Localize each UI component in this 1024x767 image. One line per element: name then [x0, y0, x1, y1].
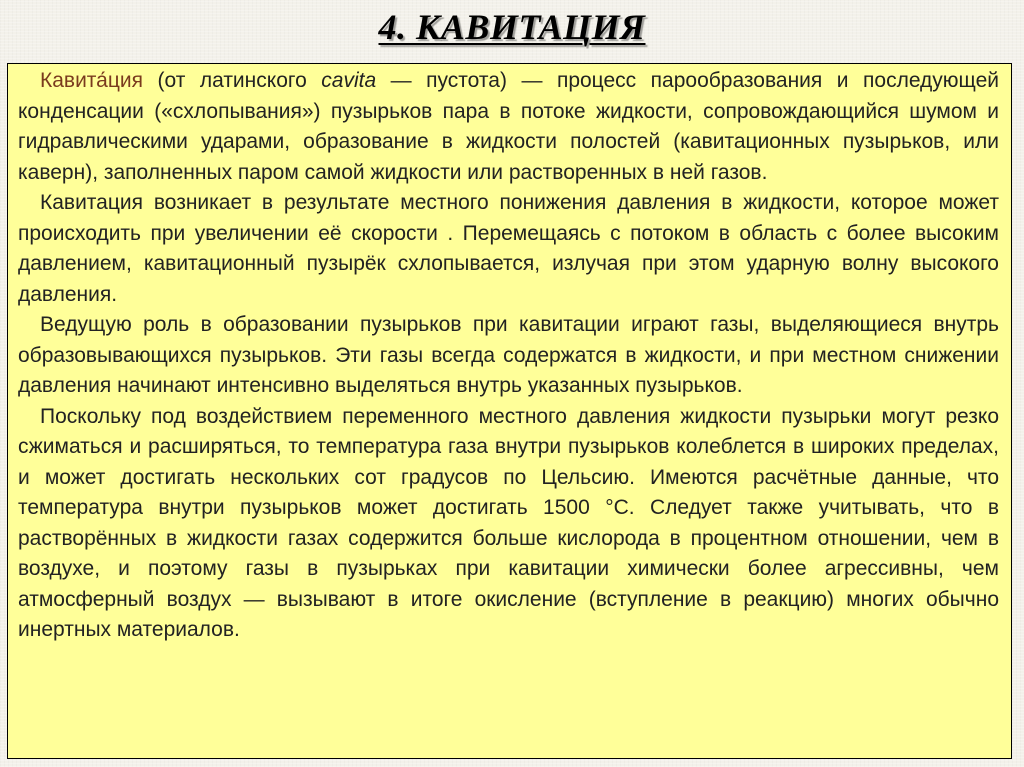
paragraph-temperature: Поскольку под воздействием переменного местного давления жидкости пузырьки могут резко сжиматься и расширяться, то температура газа внутри пузырьков колеблется в широких пределах, и может достигать нескольких сот градусов по Цельсию. Имеются расчётные данные, что температура внутри пузырьков может достигать 1500 °C. Следует также учитывать, что в растворённых в жидкости газах содержится больше кислорода в процентном отношении, чем в воздухе, и поэтому газы в пузырьках при кавитации химически более агрессивны, чем атмосферный воздух — вызывают в итоге окисление (вступление в реакцию) многих обычно инертных материалов.	[18, 404, 999, 641]
content-box	[7, 63, 1012, 759]
paragraph-definition	[18, 66, 999, 188]
slide-title: 4. КАВИТАЦИЯ	[378, 7, 646, 47]
latin-word: cavita	[321, 69, 377, 92]
paragraph-definition-part2: — пустота) — процесс парообразования и последующей конденсации («схлопывания») пузырьков пара в потоке жидкости, сопровождающийся шумом и гидравлическими ударами, образование в жидкости полостей (кавитационных пузырьков, или каверн), заполненных паром самой жидкости или растворенных в ней газов.	[18, 69, 999, 184]
paragraph-cause: Кавитация возникает в результате местного понижения давления в жидкости, которое может происходить при увеличении её скорости . Перемещаясь с потоком в область с более высоким давлением, кавитационный пузырёк схлопывается, излучая при этом ударную волну высокого давления.	[18, 191, 999, 306]
paragraph-definition-part1: (от латинского	[143, 69, 322, 92]
term-cavitation: Кавита́ция	[40, 69, 143, 92]
paragraph-gases: Ведущую роль в образовании пузырьков при кавитации играют газы, выделяющиеся внутрь образовывающихся пузырьков. Эти газы всегда содержатся в жидкости, и при местном снижении давления начинают интенсивно выделяться внутрь указанных пузырьков.	[18, 313, 999, 397]
